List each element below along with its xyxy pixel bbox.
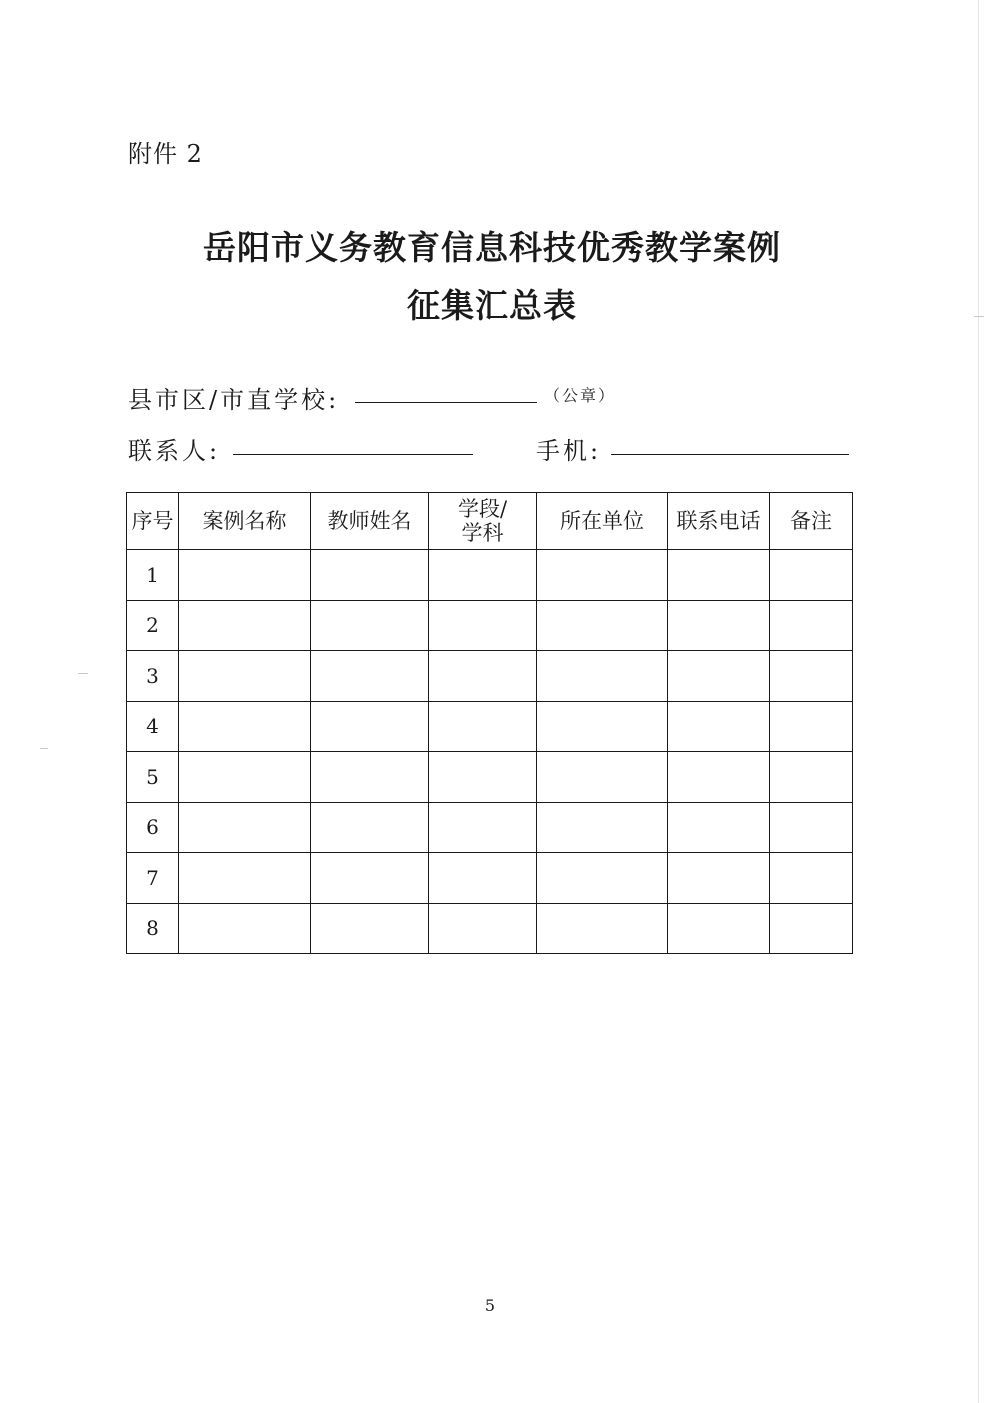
cell-case-name[interactable] xyxy=(179,752,311,803)
table-row xyxy=(127,752,853,803)
row-index: 3 xyxy=(127,651,179,702)
row-index: 8 xyxy=(127,903,179,954)
header-remarks: 备注 xyxy=(770,493,853,550)
seal-note: （公章） xyxy=(544,386,617,405)
table-row xyxy=(127,701,853,752)
table-header-row xyxy=(127,493,853,550)
scan-mark xyxy=(40,748,48,749)
cell-unit[interactable] xyxy=(537,600,668,651)
cell-phone[interactable] xyxy=(668,853,770,904)
cell-case-name[interactable] xyxy=(179,903,311,954)
header-index: 序号 xyxy=(127,493,179,550)
cell-case-name[interactable] xyxy=(179,701,311,752)
attachment-label: 附件 2 xyxy=(128,140,203,168)
cell-teacher-name[interactable] xyxy=(311,752,429,803)
cell-teacher-name[interactable] xyxy=(311,903,429,954)
cell-remarks[interactable] xyxy=(770,853,853,904)
header-unit: 所在单位 xyxy=(537,493,668,550)
table-row xyxy=(127,802,853,853)
cell-phone[interactable] xyxy=(668,600,770,651)
row-index: 7 xyxy=(127,853,179,904)
phone-label: 手机: xyxy=(536,437,602,465)
cell-phone[interactable] xyxy=(668,903,770,954)
cell-unit[interactable] xyxy=(537,903,668,954)
scan-edge xyxy=(978,0,979,1403)
cell-stage-subject[interactable] xyxy=(429,903,537,954)
cell-case-name[interactable] xyxy=(179,651,311,702)
cell-remarks[interactable] xyxy=(770,600,853,651)
cell-unit[interactable] xyxy=(537,752,668,803)
cell-stage-subject[interactable] xyxy=(429,550,537,601)
cell-case-name[interactable] xyxy=(179,802,311,853)
cell-stage-subject[interactable] xyxy=(429,853,537,904)
cell-phone[interactable] xyxy=(668,651,770,702)
table-row xyxy=(127,550,853,601)
page-number: 5 xyxy=(484,1296,496,1315)
cell-unit[interactable] xyxy=(537,853,668,904)
cell-teacher-name[interactable] xyxy=(311,853,429,904)
cell-phone[interactable] xyxy=(668,752,770,803)
table-row xyxy=(127,853,853,904)
cell-stage-subject[interactable] xyxy=(429,802,537,853)
cell-stage-subject[interactable] xyxy=(429,600,537,651)
contact-field[interactable] xyxy=(233,454,473,455)
document-title-line2: 征集汇总表 xyxy=(407,286,577,325)
cell-case-name[interactable] xyxy=(179,853,311,904)
row-index: 1 xyxy=(127,550,179,601)
cell-unit[interactable] xyxy=(537,802,668,853)
header-case-name: 案例名称 xyxy=(179,493,311,550)
table-row xyxy=(127,903,853,954)
header-stage-line2: 学科 xyxy=(461,521,504,545)
contact-label: 联系人: xyxy=(128,437,221,465)
cell-teacher-name[interactable] xyxy=(311,550,429,601)
header-stage-subject xyxy=(429,493,537,550)
cell-remarks[interactable] xyxy=(770,802,853,853)
cell-remarks[interactable] xyxy=(770,903,853,954)
cell-unit[interactable] xyxy=(537,651,668,702)
cell-unit[interactable] xyxy=(537,701,668,752)
table-row xyxy=(127,651,853,702)
district-label: 县市区/市直学校: xyxy=(128,386,340,414)
cell-teacher-name[interactable] xyxy=(311,651,429,702)
header-stage-line1: 学段/ xyxy=(457,497,508,521)
cell-remarks[interactable] xyxy=(770,550,853,601)
header-phone: 联系电话 xyxy=(668,493,770,550)
cell-remarks[interactable] xyxy=(770,752,853,803)
row-index: 2 xyxy=(127,600,179,651)
cell-unit[interactable] xyxy=(537,550,668,601)
cell-stage-subject[interactable] xyxy=(429,651,537,702)
row-index: 6 xyxy=(127,802,179,853)
cell-teacher-name[interactable] xyxy=(311,701,429,752)
cell-phone[interactable] xyxy=(668,701,770,752)
phone-field[interactable] xyxy=(611,454,849,455)
cell-phone[interactable] xyxy=(668,550,770,601)
summary-table xyxy=(126,492,853,954)
header-teacher-name: 教师姓名 xyxy=(311,493,429,550)
table-row xyxy=(127,600,853,651)
cell-teacher-name[interactable] xyxy=(311,600,429,651)
document-title-line1: 岳阳市义务教育信息科技优秀教学案例 xyxy=(203,228,781,267)
cell-case-name[interactable] xyxy=(179,550,311,601)
scan-mark xyxy=(78,673,88,674)
cell-phone[interactable] xyxy=(668,802,770,853)
cell-remarks[interactable] xyxy=(770,701,853,752)
cell-teacher-name[interactable] xyxy=(311,802,429,853)
district-field[interactable] xyxy=(355,402,537,403)
cell-stage-subject[interactable] xyxy=(429,752,537,803)
cell-stage-subject[interactable] xyxy=(429,701,537,752)
cell-remarks[interactable] xyxy=(770,651,853,702)
cell-case-name[interactable] xyxy=(179,600,311,651)
row-index: 5 xyxy=(127,752,179,803)
row-index: 4 xyxy=(127,701,179,752)
